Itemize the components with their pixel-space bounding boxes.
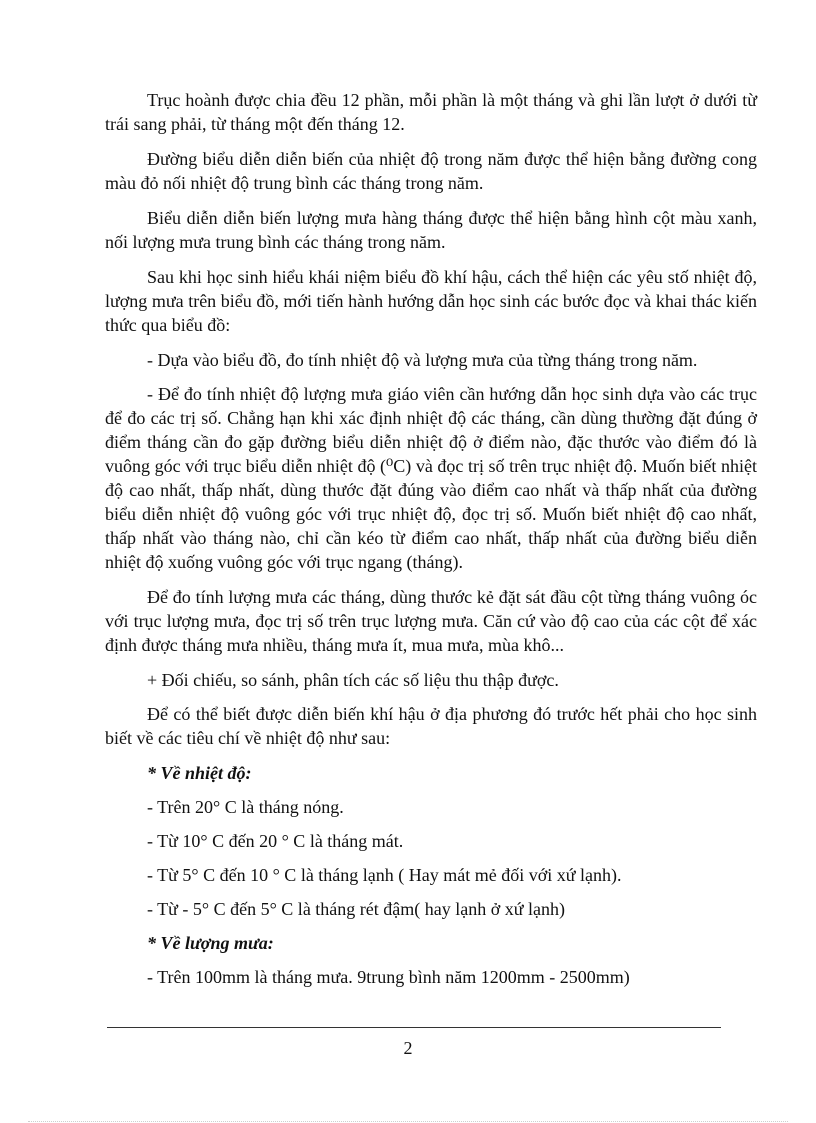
- rain-item-rainy-month: - Trên 100mm là tháng mưa. 9trung bình năm 1200mm - 2500mm): [147, 967, 630, 987]
- page-number: 2: [403, 1038, 413, 1058]
- temperature-heading: * Về nhiệt độ:: [147, 763, 252, 783]
- paragraph-criteria-intro: Để có thể biết được diễn biến khí hậu ở địa phương đó trước hết phải cho học sinh biết về các tiêu chí về nhiệt độ như sau:: [105, 704, 757, 748]
- temperature-item-very-cold: - Từ - 5° C đến 5° C là tháng rét đậm( hay lạnh ở xứ lạnh): [147, 899, 565, 919]
- paragraph-rainfall-measure: Để đo tính lượng mưa các tháng, dùng thước kẻ đặt sát đầu cột từng tháng vuông óc với trục lượng mưa, đọc trị số trên trục lượng mưa. Căn cứ vào độ cao của các cột để xác định được tháng mưa nhiều, tháng mưa ít, mua mưa, mùa khô...: [105, 587, 757, 655]
- rain-heading: * Về lượng mưa:: [147, 933, 274, 953]
- footer-divider: [107, 1027, 721, 1028]
- paragraph-rainfall-columns: Biểu diễn diễn biến lượng mưa hàng tháng được thể hiện bằng hình cột màu xanh, nối lượng mưa trung bình các tháng trong năm.: [105, 208, 757, 252]
- temperature-item-cool: - Từ 10° C đến 20 ° C là tháng mát.: [147, 831, 404, 851]
- temperature-item-hot: - Trên 20° C là tháng nóng.: [147, 797, 344, 817]
- step-compare: + Đối chiếu, so sánh, phân tích các số liệu thu thập được.: [147, 670, 559, 690]
- paragraph-horizontal-axis: Trục hoành được chia đều 12 phần, mỗi phần là một tháng và ghi lần lượt ở dưới từ trái sang phải, từ tháng một đến tháng 12.: [105, 90, 757, 134]
- paragraph-reading-steps: Sau khi học sinh hiểu khái niệm biểu đồ khí hậu, cách thể hiện các yêu stố nhiệt độ, lượng mưa trên biểu đồ, mới tiến hành hướng dẫn học sinh các bước đọc và khai thác kiến thức qua biểu đồ:: [105, 267, 757, 335]
- temperature-item-cold: - Từ 5° C đến 10 ° C là tháng lạnh ( Hay mát mẻ đối với xứ lạnh).: [147, 865, 622, 885]
- document-page: [105, 88, 757, 999]
- page-bottom-border: [28, 1121, 788, 1122]
- paragraph-temperature-measure: - Để đo tính nhiệt độ lượng mưa giáo viên cần hướng dẫn học sinh dựa vào các trục để đo các trị số. Chẳng hạn khi xác định nhiệt độ các tháng, cần dùng thường đặt đúng ở điểm tháng cần đo gặp đường biểu diễn nhiệt độ ở điểm nào, đặc thước vào điểm đó là vuông góc với trục biểu diễn nhiệt độ (⁰C) và đọc trị số trên trục nhiệt độ. Muốn biết nhiệt độ cao nhất, thấp nhất, dùng thước đặt đúng vào điểm cao nhất và thấp nhất của đường biểu diễn nhiệt độ vuông góc với trục nhiệt độ, đọc trị số. Muốn biết nhiệt độ cao nhất, thấp nhất vào tháng nào, chỉ cần kéo từ điểm cao nhất, thấp nhất của đường biểu diễn nhiệt độ xuống vuông góc với trục ngang (tháng).: [105, 384, 757, 572]
- paragraph-temperature-line: Đường biểu diễn diễn biến của nhiệt độ trong năm được thể hiện bằng đường cong màu đỏ nối nhiệt độ trung bình các tháng trong năm.: [105, 149, 757, 193]
- step-measure: - Dựa vào biểu đồ, đo tính nhiệt độ và lượng mưa của từng tháng trong năm.: [147, 350, 698, 370]
